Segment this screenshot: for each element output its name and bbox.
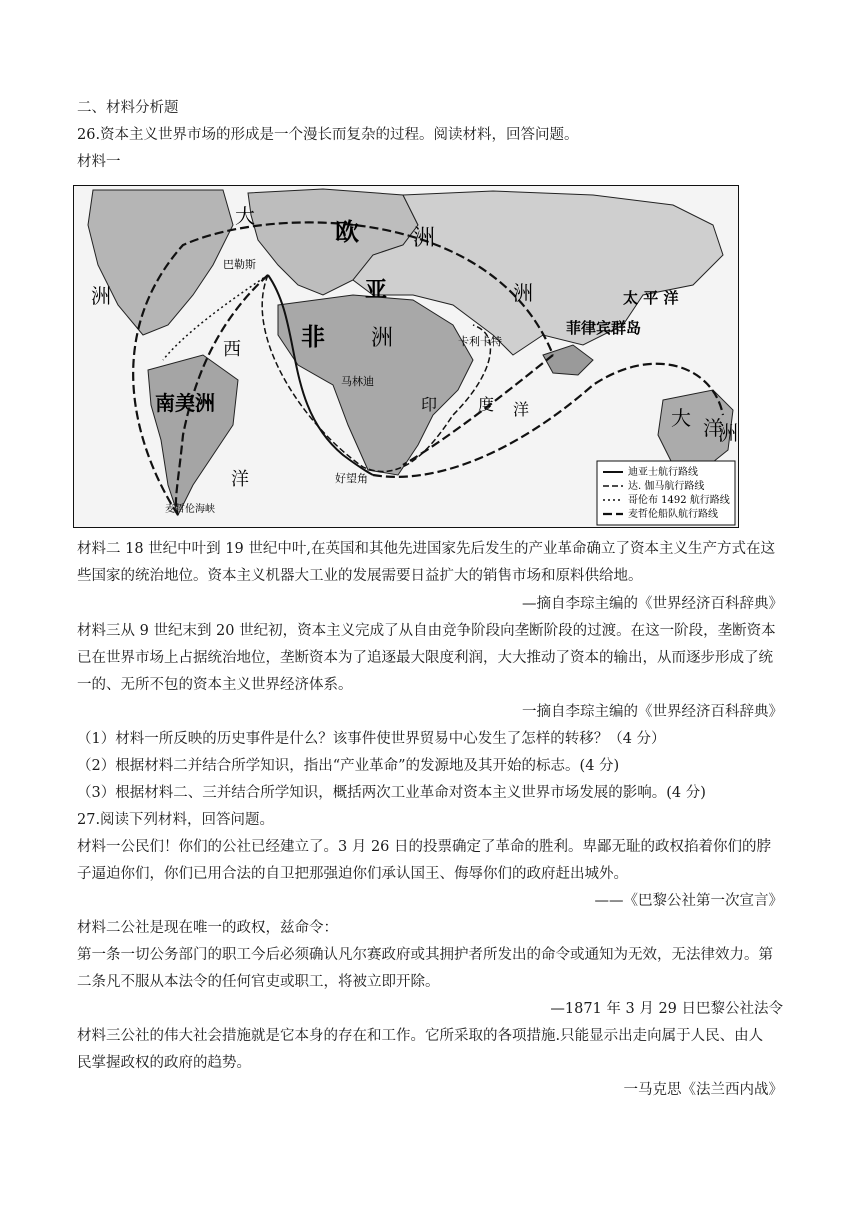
map-label-atlantic-xi: 西	[223, 339, 241, 360]
q27-material3-line1: 材料三公社的伟大社会措施就是它本身的存在和工作。它所采取的各项措施.只能显示出走向属于人民、由人	[77, 1028, 764, 1044]
q26-material3-line2: 已在世界市场上占据统治地位，垄断资本为了追逐最大限度利润，大大推动了资本的输出，从而逐步形成了统	[77, 650, 773, 666]
map-label-africa-zhou: 洲	[371, 326, 394, 351]
q27-material2-line1: 材料二公社是现在唯一的政权，兹命令：	[77, 920, 338, 936]
q26-material2-line1: 材料二 18 世纪中叶到 19 世纪中叶,在英国和其他先进国家先后发生的产业革命确立了资本主义生产方式在这	[77, 541, 775, 557]
map-label-europe-da: 大	[235, 204, 255, 228]
world-navigation-map	[73, 185, 739, 528]
q26-material3-line1: 材料三从 9 世纪末到 20 世纪初，资本主义完成了从自由竞争阶段向垄断阶段的过渡。在这一阶段，垄断资本	[77, 623, 776, 639]
map-label-oceania-yang: 洋	[703, 416, 723, 440]
map-label-south-america: 南美洲	[155, 391, 215, 415]
q26-material1-label: 材料一	[77, 154, 121, 170]
map-label-asia-ya: 亚	[365, 277, 388, 303]
map-label-philippines: 菲律宾群岛	[566, 319, 642, 337]
map-label-pacific: 太 平 洋	[623, 289, 679, 307]
q27-material3-line2: 民掌握政权的政府的趋势。	[77, 1055, 251, 1071]
legend-magellan: 麦哲伦船队航行路线	[628, 509, 718, 520]
map-label-palos: 巴勒斯	[223, 258, 256, 271]
map-label-oceania-da: 大	[671, 406, 691, 430]
map-label-asia-zhou: 洲	[513, 281, 533, 305]
q27-material2-line2: 第一条一切公务部门的职工今后必须确认凡尔赛政府或其拥护者所发出的命令或通知为无效，无法律效力。第	[77, 947, 773, 963]
map-label-indian-du: 度	[478, 395, 495, 414]
map-label-indian-yang: 洋	[513, 400, 530, 419]
map-label-europe-zhou: 洲	[413, 226, 436, 251]
q27-material1-line1: 材料一公民们！你们的公社已经建立了。3 月 26 日的投票确定了革命的胜利。卑鄙无耻的政权掐着你们的脖	[77, 839, 771, 855]
map-label-indian-yin: 印	[421, 395, 438, 414]
map-label-calicut: 卡利卡特	[458, 335, 502, 348]
map-label-good-hope: 好望角	[335, 472, 368, 485]
q26-subquestion-2: （2）根据材料二并结合所学知识，指出“产业革命”的发源地及其开始的标志。(4 分)	[77, 758, 620, 774]
section-title: 二、材料分析题	[77, 100, 179, 116]
map-label-europe-ou: 欧	[335, 217, 359, 246]
q26-stem: 26.资本主义世界市场的形成是一个漫长而复杂的过程。阅读材料，回答问题。	[77, 127, 579, 143]
map-label-magellan-strait: 麦哲伦海峡	[165, 504, 215, 515]
q27-material1-line2: 子逼迫你们，你们已用合法的自卫把那强迫你们承认国王、侮辱你们的政府赶出城外。	[77, 866, 628, 882]
q26-material3-source: 一摘自李琮主编的《世界经济百科辞典》	[522, 704, 783, 720]
q27-stem: 27.阅读下列材料，回答问题。	[77, 812, 275, 828]
q27-material2-source: —1871 年 3 月 29 日巴黎公社法令	[550, 1001, 783, 1017]
q26-subquestion-1: （1）材料一所反映的历史事件是什么？该事件使世界贸易中心发生了怎样的转移？（4 分）	[77, 731, 666, 747]
map-label-oceania-zhou: 洲	[718, 421, 738, 445]
map-label-malindi: 马林迪	[341, 375, 374, 388]
map-legend	[597, 461, 735, 525]
map-label-ocean-yang: 洋	[231, 469, 249, 490]
map-label-africa-fei: 非	[301, 322, 325, 351]
q26-material2-line2: 些国家的统治地位。资本主义机器大工业的发展需要日益扩大的销售市场和原料供给地。	[77, 568, 643, 584]
q27-material2-line3: 二条凡不服从本法令的任何官吏或职工，将被立即开除。	[77, 974, 440, 990]
legend-columbus: 哥伦布 1492 航行路线	[628, 495, 730, 506]
q27-material3-source: 一马克思《法兰西内战》	[623, 1082, 783, 1098]
q27-material1-source: ——《巴黎公社第一次宣言》	[594, 893, 783, 909]
legend-dagama: 达. 伽马航行路线	[628, 481, 705, 492]
map-label-america-zhou: 洲	[91, 284, 111, 308]
q26-material2-source: —摘自李琮主编的《世界经济百科辞典》	[522, 596, 783, 612]
q26-material3-line3: 一的、无所不包的资本主义世界经济体系。	[77, 677, 353, 693]
legend-dias: 迪亚士航行路线	[628, 467, 698, 478]
q26-subquestion-3: （3）根据材料二、三并结合所学知识，概括两次工业革命对资本主义世界市场发展的影响。(4 分)	[77, 785, 706, 801]
